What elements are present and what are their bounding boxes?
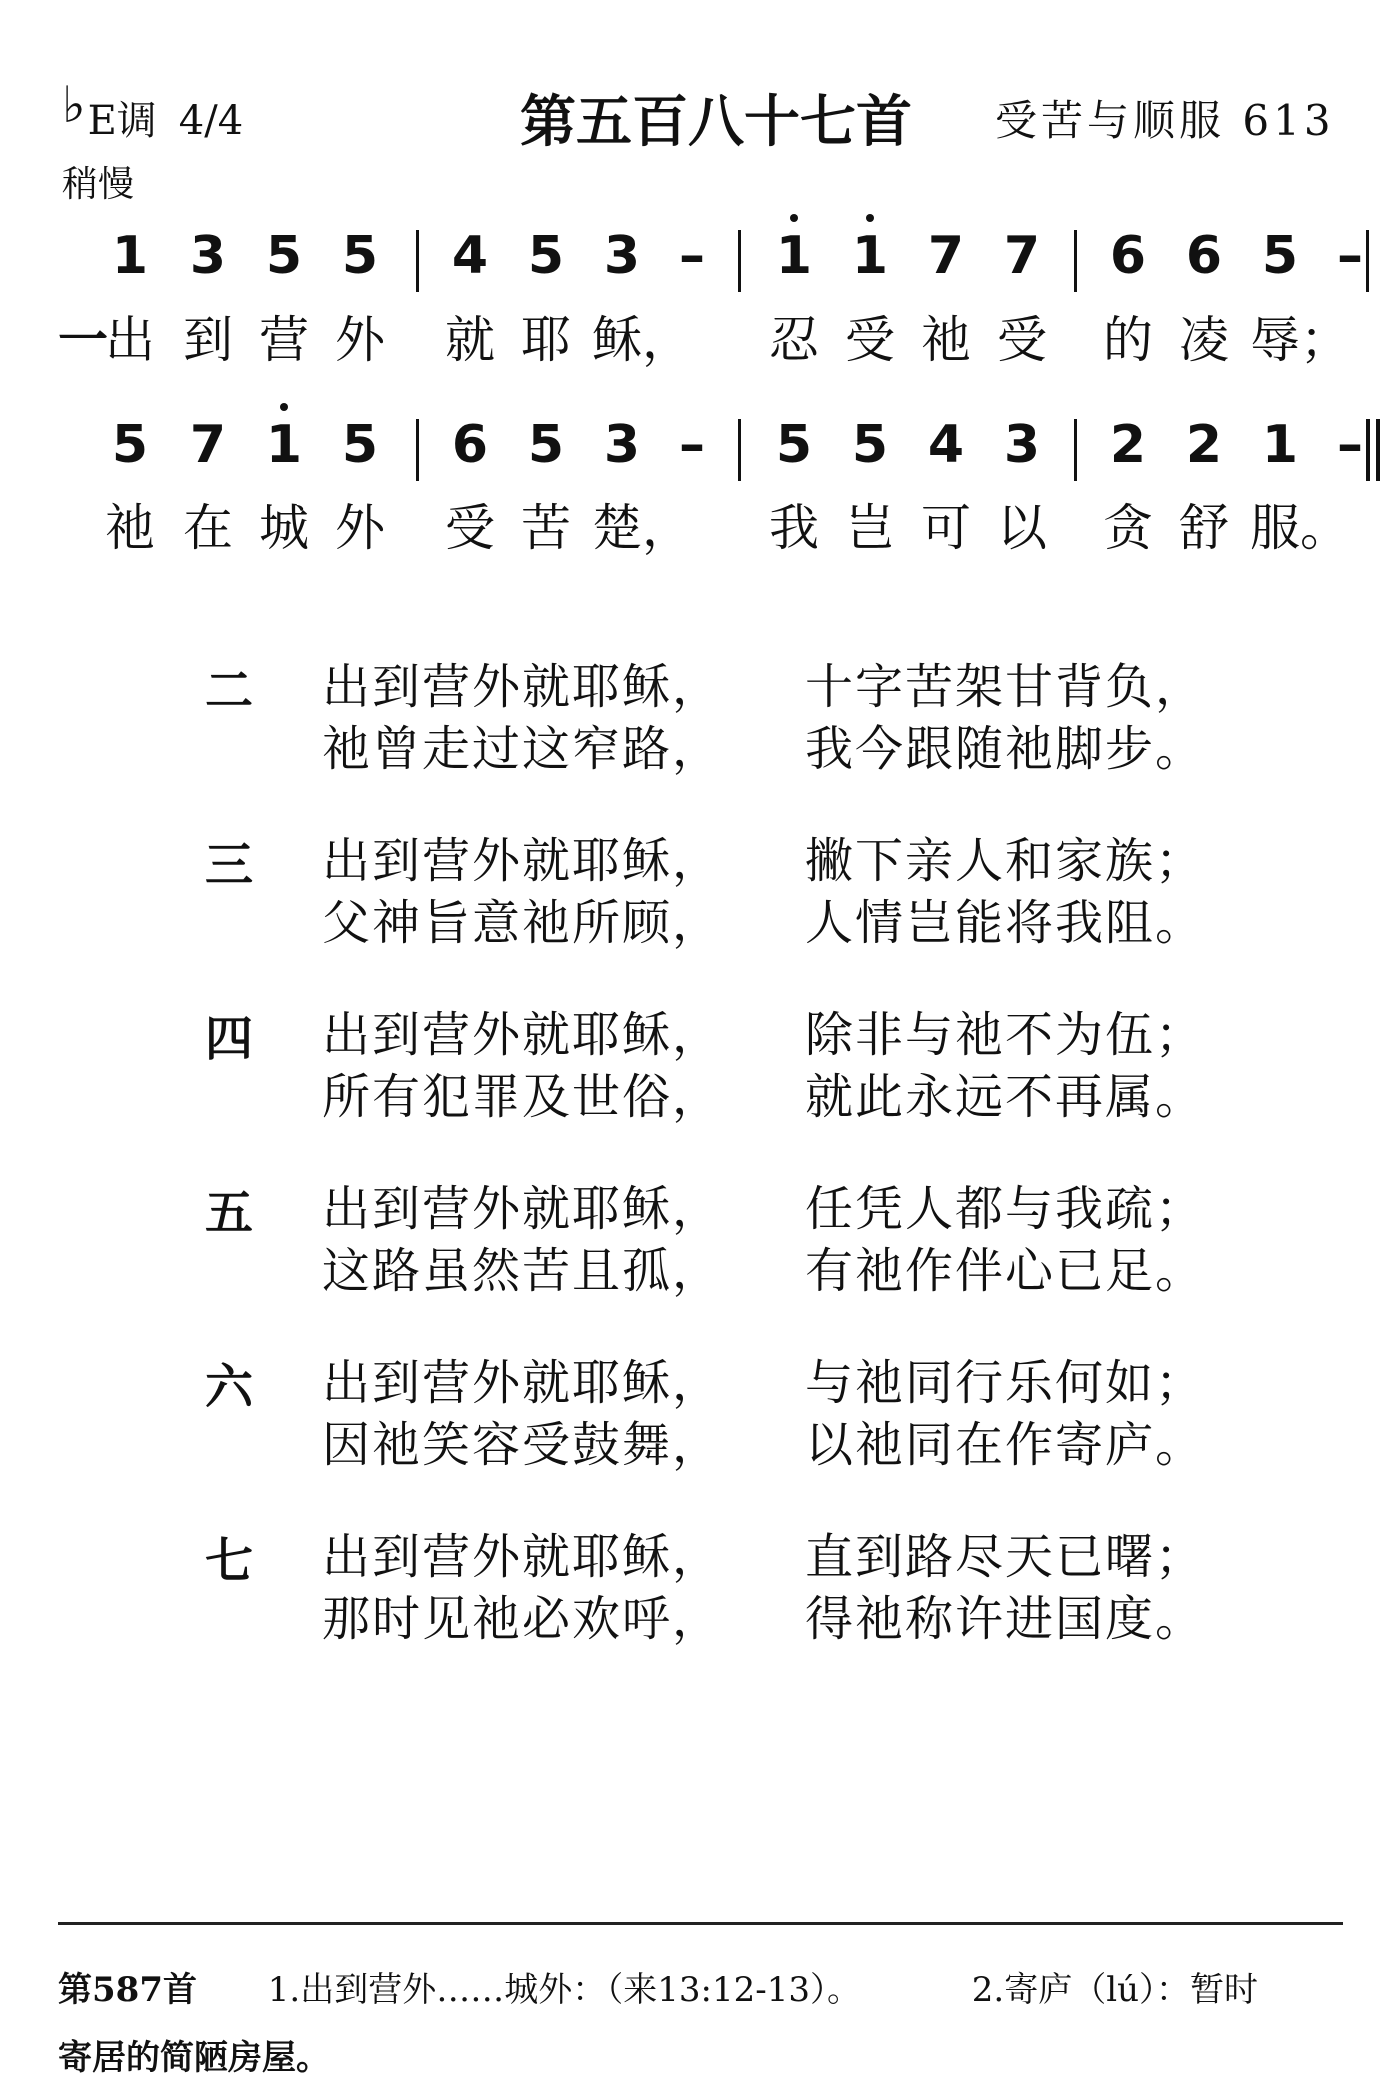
note: 6 <box>1185 226 1223 286</box>
note: 1 <box>840 226 900 286</box>
note: 1 <box>111 226 149 286</box>
topic-label: 受苦与顺服 <box>995 96 1226 145</box>
octave-dot <box>866 214 874 222</box>
barline <box>416 230 419 292</box>
lyric-row-1 <box>0 300 1400 380</box>
verse-line: 因祂笑容受鼓舞， <box>322 1417 723 1473</box>
note-extension: – <box>1337 226 1363 286</box>
note: 4 <box>927 415 965 475</box>
lyric-syllable: 祂 <box>105 499 155 557</box>
lyric-syllable: 到 <box>183 311 233 369</box>
note: 7 <box>189 415 227 475</box>
note: 1 <box>764 226 824 286</box>
lyric-syllable: 辱； <box>1250 311 1350 369</box>
verse-line: 出到营外就耶稣， <box>322 659 723 715</box>
key-signature <box>62 76 244 146</box>
lyric-syllable: 可 <box>921 499 971 557</box>
notation-row-2 <box>0 415 1400 495</box>
footnote-1: 1.出到营外……城外：（来13:12-13）。 <box>267 1970 861 2010</box>
page-number: 613 <box>1242 96 1335 145</box>
verse-number: 二 <box>205 663 254 719</box>
note: 5 <box>341 226 379 286</box>
final-barline <box>1376 419 1380 481</box>
verse-line: 直到路尽天已曙； <box>805 1529 1206 1585</box>
verse-line: 出到营外就耶稣， <box>322 1529 723 1585</box>
footnote-line-1 <box>58 1962 1258 2011</box>
verse-one-marker: 一 <box>58 310 108 369</box>
verse-line: 撇下亲人和家族； <box>805 833 1206 889</box>
verse-line: 人情岂能将我阻。 <box>805 895 1206 951</box>
lyric-syllable: 在 <box>183 499 233 557</box>
note: 3 <box>1003 415 1041 475</box>
lyric-syllable: 受 <box>997 311 1047 369</box>
note: 3 <box>603 226 641 286</box>
hymn-title: 第五百八十七首 <box>520 90 912 155</box>
verse-line: 十字苦架甘背负， <box>805 659 1206 715</box>
verse-line: 任凭人都与我疏； <box>805 1181 1206 1237</box>
footnote-2: 2.寄庐（lú）：暂时 <box>971 1970 1259 2010</box>
note: 5 <box>341 415 379 475</box>
lyric-syllable: 以 <box>997 499 1047 557</box>
lyric-syllable: 外 <box>335 499 385 557</box>
note-extension: – <box>679 415 705 475</box>
note-extension: – <box>1337 415 1363 475</box>
verse-line: 与祂同行乐何如； <box>805 1355 1206 1411</box>
note-extension: – <box>679 226 705 286</box>
note: 5 <box>527 226 565 286</box>
lyric-syllable: 城 <box>259 499 309 557</box>
flat-icon: ♭ <box>62 76 86 134</box>
note: 2 <box>1185 415 1223 475</box>
lyric-syllable: 的 <box>1103 311 1153 369</box>
lyric-syllable: 就 <box>445 311 495 369</box>
lyric-syllable: 舒 <box>1179 499 1229 557</box>
topic-and-page <box>995 88 1335 148</box>
time-signature: 4/4 <box>178 98 244 144</box>
verse-line: 有祂作伴心已足。 <box>805 1243 1206 1299</box>
barline <box>738 419 741 481</box>
verse-number: 六 <box>205 1359 254 1415</box>
note: 3 <box>189 226 227 286</box>
note: 4 <box>451 226 489 286</box>
lyric-syllable: 受 <box>845 311 895 369</box>
note: 7 <box>1003 226 1041 286</box>
verse-line: 就此永远不再属。 <box>805 1069 1206 1125</box>
note: 6 <box>451 415 489 475</box>
lyric-syllable: 我 <box>769 499 819 557</box>
lyric-syllable: 凌 <box>1179 311 1229 369</box>
note: 1 <box>254 415 314 475</box>
verse-number: 五 <box>205 1185 254 1241</box>
note: 3 <box>603 415 641 475</box>
note: 5 <box>1261 226 1299 286</box>
verse-number: 四 <box>205 1011 254 1067</box>
lyric-syllable: 楚， <box>592 499 692 557</box>
note: 6 <box>1109 226 1147 286</box>
footnote-label: 第587首 <box>58 1970 197 2010</box>
footer-divider <box>58 1922 1343 1925</box>
octave-dot <box>280 403 288 411</box>
tempo-marking: 稍慢 <box>62 164 135 205</box>
lyric-syllable: 营 <box>259 311 309 369</box>
note: 5 <box>851 415 889 475</box>
verse-line: 出到营外就耶稣， <box>322 1355 723 1411</box>
lyric-syllable: 岂 <box>845 499 895 557</box>
barline <box>1366 230 1369 292</box>
verse-line: 父神旨意祂所顾， <box>322 895 723 951</box>
lyric-syllable: 苦 <box>521 499 571 557</box>
lyric-syllable: 忍 <box>769 311 819 369</box>
lyric-syllable: 耶 <box>521 311 571 369</box>
barline <box>738 230 741 292</box>
verse-line: 我今跟随祂脚步。 <box>805 721 1206 777</box>
note: 5 <box>527 415 565 475</box>
lyric-syllable: 服。 <box>1250 499 1350 557</box>
note: 5 <box>775 415 813 475</box>
key-label: E调 <box>87 98 157 144</box>
verse-number: 三 <box>205 837 254 893</box>
note: 7 <box>927 226 965 286</box>
verse-line: 出到营外就耶稣， <box>322 1181 723 1237</box>
lyric-syllable: 贪 <box>1103 499 1153 557</box>
note: 5 <box>111 415 149 475</box>
lyric-syllable: 出 <box>105 311 155 369</box>
verse-line: 出到营外就耶稣， <box>322 1007 723 1063</box>
verse-line: 出到营外就耶稣， <box>322 833 723 889</box>
barline <box>1074 230 1077 292</box>
lyric-row-2 <box>0 488 1400 568</box>
verse-line: 这路虽然苦且孤， <box>322 1243 723 1299</box>
final-barline <box>1366 419 1370 481</box>
barline <box>1074 419 1077 481</box>
lyric-syllable: 外 <box>335 311 385 369</box>
lyric-syllable: 稣， <box>592 311 692 369</box>
lyric-syllable: 祂 <box>921 311 971 369</box>
lyric-syllable: 受 <box>445 499 495 557</box>
notation-row-1 <box>0 226 1400 306</box>
verse-line: 祂曾走过这窄路， <box>322 721 723 777</box>
verse-line: 所有犯罪及世俗， <box>322 1069 723 1125</box>
note: 2 <box>1109 415 1147 475</box>
octave-dot <box>790 214 798 222</box>
note: 5 <box>265 226 303 286</box>
verse-number: 七 <box>205 1533 254 1589</box>
verse-line: 以祂同在作寄庐。 <box>805 1417 1206 1473</box>
verse-line: 那时见祂必欢呼， <box>322 1591 723 1647</box>
footnote-line-2: 寄居的简陋房屋。 <box>58 2038 330 2078</box>
note: 1 <box>1261 415 1299 475</box>
verse-line: 除非与祂不为伍； <box>805 1007 1206 1063</box>
barline <box>416 419 419 481</box>
verse-line: 得祂称许进国度。 <box>805 1591 1206 1647</box>
